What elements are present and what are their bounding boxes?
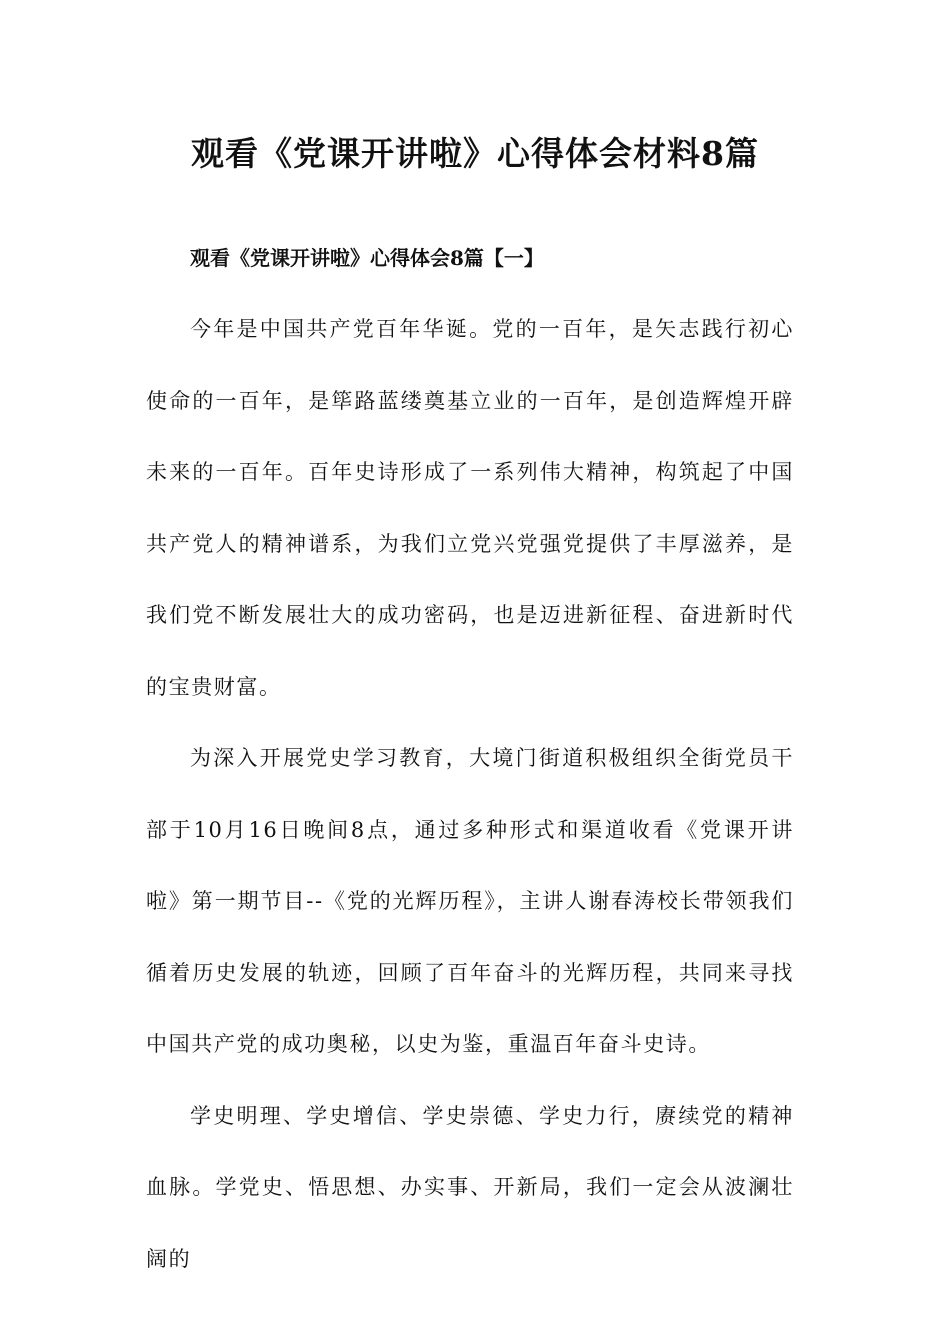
document-title: 观看《党课开讲啦》心得体会材料8篇 <box>191 134 759 173</box>
document-body <box>146 294 794 1295</box>
paragraph-1: 今年是中国共产党百年华诞。党的一百年，是矢志践行初心使命的一百年，是筚路蓝缕奠基立业的一百年，是创造辉煌开辟未来的一百年。百年史诗形成了一系列伟大精神，构筑起了中国共产党人的精神谱系，为我们立党兴党强党提供了丰厚滋养，是我们党不断发展壮大的成功密码，也是迈进新征程、奋进新时代的宝贵财富。 <box>146 317 794 699</box>
paragraph-2: 为深入开展党史学习教育，大境门街道积极组织全街党员干部于10月16日晚间8点，通过多种形式和渠道收看《党课开讲啦》第一期节目--《党的光辉历程》，主讲人谢春涛校长带领我们循着历史发展的轨迹，回顾了百年奋斗的光辉历程，共同来寻找中国共产党的成功奥秘，以史为鉴，重温百年奋斗史诗。 <box>146 746 794 1056</box>
section-heading: 观看《党课开讲啦》心得体会8篇【一】 <box>190 246 544 270</box>
paragraph-3: 学史明理、学史增信、学史崇德、学史力行，赓续党的精神血脉。学党史、悟思想、办实事、开新局，我们一定会从波澜壮阔的 <box>146 1103 794 1271</box>
